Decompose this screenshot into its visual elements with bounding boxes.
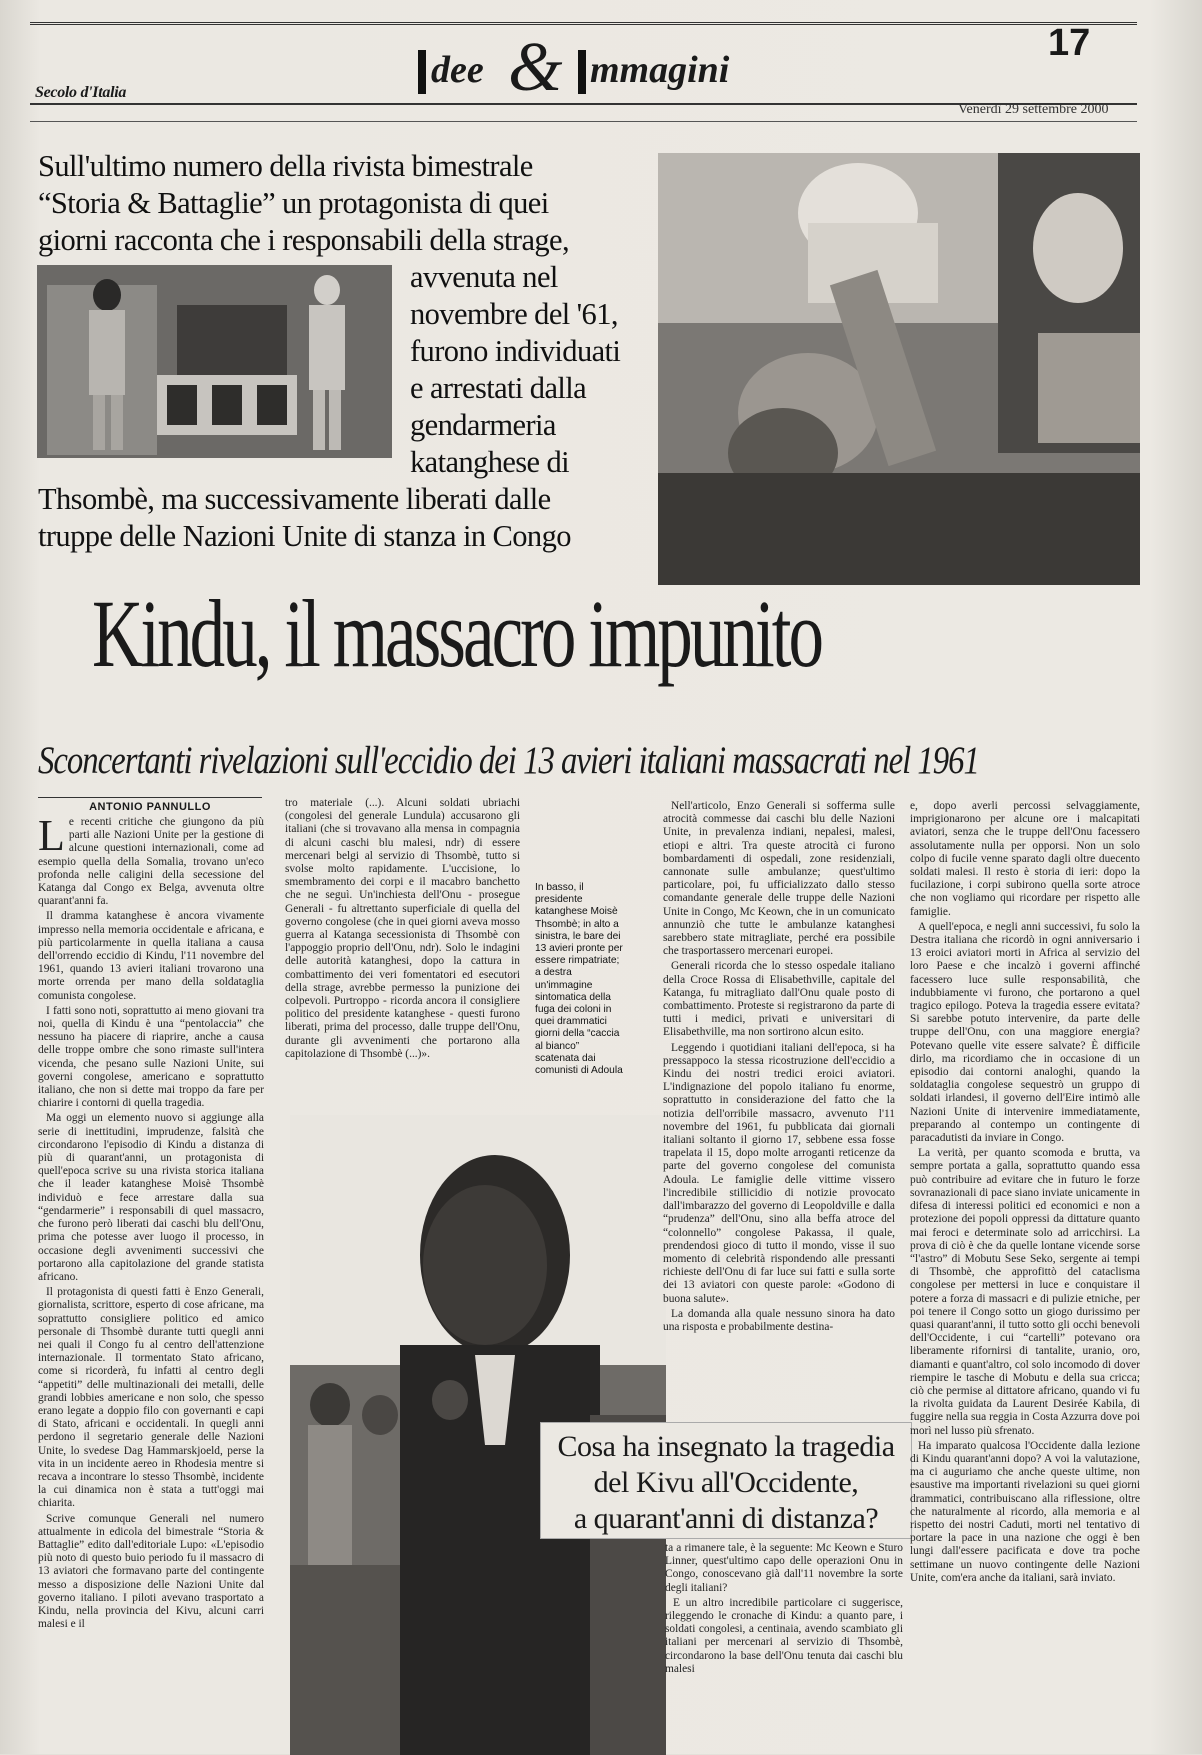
caption-line: al bianco” bbox=[535, 1040, 580, 1052]
photo-coffins bbox=[37, 265, 392, 458]
issue-date: Venerdì 29 settembre 2000 bbox=[958, 102, 1109, 117]
paragraph: Il dramma katanghese è ancora vivamente impresso nella memoria occidentale e africana, e più particolarmente in quella italiana a causa dell'orrendo eccidio di Kindu, l'11 novembre del 1961, quando 13 avieri italiani trovarono una morte orrenda per mano della soldataglia comunista congolese. bbox=[38, 910, 264, 1002]
pull-quote-line: del Kivu all'Occidente, bbox=[593, 1466, 859, 1499]
paragraph: Ha imparato qualcosa l'Occidente dalla lezione di Kindu quarant'anni dopo? A voi la valutazione, ma ci auguriamo che anche queste ultime, non esaustive ma importanti rivelazioni su quei giorni drammatici, contribuiscano alla riflessione, oltre che naturalmente al ricordo, alla memoria e al rispetto dei nostri Caduti, morti nel tentativo di portare la pace in una nazione che oggi è ben lungi dall'essere pacificata e dove tra poche settimane un nuovo contingente delle Nazioni Unite, com'era anche da italiani, sarà inviato. bbox=[910, 1439, 1140, 1584]
paragraph: tro materiale (...). Alcuni soldati ubriachi (congolesi del generale Lundula) accusarono gli italiani (che si trovavano alla mensa in compagnia di alcuni caschi blu malesi, ndr) di essere mercenari belgi al servizio di Thsombè, tutto si svolse molto rapidamente. L'uccisione, lo smembramento dei corpi e il macabro banchetto che ne seguì. Un'inchiesta dell'Onu - prosegue Generali - fu altrettanto superficiale di quella del governo congolese (che in quei giorni aveva mosso guerra al Katanga secessionista di Thsombè con l'appoggio proprio dell'Onu, ndr). Solo le indagini delle autorità katanghesi, dopo la cattura in combattimento dei veri fomentatori ed esecutori della strage, avrebbe permesso la punizione dei colpevoli. Purtroppo - ricorda ancora il consigliere politico del presidente katanghese - questi furono liberati, prima del processo, dalle truppe dell'Onu, durante gli avvenimenti che portarono alla capitolazione di Thsombè (...)». bbox=[285, 797, 520, 1060]
section-word-1: dee bbox=[431, 49, 484, 91]
paragraph: ta a rimanere tale, è la seguente: Mc Keown e Sturo Linner, quest'ultimo capo delle operazioni Onu in Congo, conoscevano già dall'11 novembre la sorte degli italiani? bbox=[665, 1542, 903, 1594]
photo-caption bbox=[535, 882, 645, 1108]
deck-line: furono individuati bbox=[410, 334, 621, 368]
byline: ANTONIO PANNULLO bbox=[38, 797, 262, 813]
paragraph: Leggendo i quotidiani italiani dell'epoca, si ha pressappoco la stessa ricostruzione dell'eccidio a Kindu dei nostri tredici eroici aviatori. L'indignazione del popolo italiano fu enorme, soprattutto in considerazione del fatto che la notizia dell'orribile massacro, avvenuto l'11 novembre del 1961, fu pubblicata dai giornali italiani soltanto il giorno 17, sebbene essa fosse trapelata il 15, dopo molte arroganti reticenze da parte del governo congolese del comunista Adoula. Le famiglie delle vittime vissero l'incredibile stillicidio di notizie provocato dall'imbarazzo del governo di Leopoldville e dalla “prudenza” dell'Onu, sino alla beffa atroce del “colonnello” congolese Pakassa, il quale, prendendosi gioco di tutto il mondo, visse il suo momento di celebrità rispondendo alle pressanti richieste dell'Onu di far luce sui fatti e sulla sorte dei 13 aviatori con queste parole: «Godono di buona salute». bbox=[663, 1041, 895, 1305]
deck-line: Thsombè, ma successivamente liberati dalle bbox=[38, 482, 551, 516]
deck-line: avvenuta nel bbox=[410, 260, 558, 294]
caption-line: essere rimpatriate; bbox=[535, 955, 620, 967]
section-bar-i-2 bbox=[578, 50, 586, 94]
caption-line: sinistra, le bare dei bbox=[535, 930, 621, 942]
article-column-1 bbox=[38, 816, 264, 1748]
caption-line: fuga dei coloni in bbox=[535, 1004, 612, 1016]
pull-quote-line: Cosa ha insegnato la tragedia bbox=[557, 1430, 895, 1463]
caption-line: scatenata dai bbox=[535, 1052, 596, 1064]
section-bar-i bbox=[418, 50, 426, 94]
paragraph: Generali ricorda che lo stesso ospedale italiano della Croce Rossa di Elisabethville, capitale del Katanga, fu mitragliato dall'Onu quale posto di combattimento. Proteste si registrarono da parte di tutti i medici, privati e universitari di Elisabethville, ma non sortirono alcun esito. bbox=[663, 960, 895, 1039]
photo-evacuation bbox=[658, 153, 1140, 585]
section-word-2: mmagini bbox=[590, 49, 730, 91]
caption-line: giorni della “caccia bbox=[535, 1028, 620, 1040]
top-rule bbox=[30, 22, 1137, 25]
deck-line: e arrestati dalla bbox=[410, 371, 587, 405]
paragraph: Ma oggi un elemento nuovo si aggiunge alla serie di inettitudini, imprudenze, falsità che circondarono l'episodio di Kindu a distanza di più di quarant'anni, un protagonista di quell'epoca scrive su una rivista storica italiana che il leader katanghese Moisè Thsombè individuò e fece arrestare dalla sua “gendarmerie” i responsabili di quel massacro, che furono però liberati dai caschi blu dell'Onu, prima che potesse aver luogo il processo, in occasione degli avvenimenti successivi che portarono alla capitolazione del grande statista africano. bbox=[38, 1112, 264, 1283]
caption-line: un'immagine bbox=[535, 979, 593, 991]
paragraph: Scrive comunque Generali nel numero attualmente in edicola del bimestrale “Storia & Battaglie” edito dall'editoriale Lupo: «L'episodio più noto di questo buio periodo fu il massacro di 13 aviatori che formavano parte del contingente messo a disposizione delle Nazioni Unite dal governo italiano. I piloti avevano trasportato a Kindu, nella provincia del Kivu, alcuni carri malesi e il bbox=[38, 1512, 264, 1631]
caption-line: In basso, il bbox=[535, 882, 584, 893]
deck-line: Sull'ultimo numero della rivista bimestrale bbox=[38, 149, 533, 183]
article-column-3 bbox=[663, 800, 895, 1450]
article-column-2 bbox=[285, 797, 520, 1097]
paragraph: e, dopo averli percossi selvaggiamente, imprigionarono per alcune ore i malcapitati aviatori, senza che le truppe dell'Onu facessero assolutamente nulla per opporsi. Non un solo colpo di fucile venne sparato dagli oltre duecento soldati malesi. Il resto è storia di ieri: dopo la fucilazione, i corpi subirono quella sorte atroce che non vogliamo qui ricordare per rispetto alle famiglie. bbox=[910, 800, 1140, 918]
paragraph: A quell'epoca, e negli anni successivi, fu solo la Destra italiana che ricordò in ogni anniversario i 13 eroici aviatori morti in Africa al servizio del loro Paese e che incalzò i governi affinché facessero luce sulle responsabilità, che indubbiamente vi furono, che portarono a quel tragico epilogo. Poteva la tragedia essere evitata? Si sarebbe potuto intervenire, da parte delle truppe dell'Onu, con una maggiore energia? Potevano quelle vite essere salvate? È difficile dirlo, ma ricordiamo che in occasione di un episodio dai contorni analoghi, quando la soldataglia congolese sequestrò un gruppo di soldati irlandesi, il governo dell'Eire intimò alle Nazioni Unite di intervenire immediatamente, preparando al contempo un contingente di paracadutisti da inviare in Congo. bbox=[910, 920, 1140, 1145]
paragraph: La verità, per quanto scomoda e brutta, va sempre portata a galla, soprattutto quando essa può contribuire ad evitare che in futuro le forze sovranazionali di pace siano inviate unicamente in difesa di interessi politici ed economici e non a protezione dei popoli oppressi da dittature quanto mai feroci e determinate solo ad arricchirsi. La prova di ciò è che da quelle lontane vicende sorse “l'astro” di Mobutu Sese Seko, sergente ai tempi di Thsombè, che approfittò del cataclisma congolese per mettersi in luce e conquistare il potere a forza di massacri e di pulizie etniche, per poi tenere il Congo sotto un giogo durissimo per quasi quarant'anni, il tutto sotto gli occhi benevoli dell'Occidente, i cui “cartelli” potevano ora liberamente rifornirsi di tantalite, uranio, oro, diamanti e quant'altro, col solo incomodo di dover riempire le tasche di Mobutu e della sua cricca; ciò che permise al dittatore africano, quando vi fu la rivolta guidata da Laurent Desirée Kabila, di fuggire nella sua reggia in Costa Azzurra dove poi morì nel lusso più sfrenato. bbox=[910, 1147, 1140, 1437]
caption-line: presidente bbox=[535, 894, 583, 906]
paragraph: I fatti sono noti, soprattutto ai meno giovani tra noi, quella di Kindu è una “pentolaccia” che nessuno ha piacere di riaprire, anche a causa delle troppe ombre che sono rimaste sull'intera vicenda, che pesano sulle Nazioni Unite, sui governi congolese, americano e soprattutto italiano, che non si dette mai troppo da fare per chiarire i contorni di quella tragedia. bbox=[38, 1004, 264, 1110]
caption-line: a destra bbox=[535, 967, 572, 979]
caption-line: katanghese Moisè bbox=[535, 906, 618, 918]
paragraph: E un altro incredibile particolare ci suggerisce, rileggendo le cronache di Kindu: a quanto pare, i soldati congolesi, a centinaia, avendo scambiato gli italiani per mercenari al servizio di Thsombè, circondarono la base dell'Onu tenuta dai caschi blu malesi bbox=[665, 1596, 903, 1675]
caption-line: quei drammatici bbox=[535, 1016, 607, 1028]
photo-coffins-art bbox=[37, 265, 392, 458]
deck-line: truppe delle Nazioni Unite di stanza in Congo bbox=[38, 519, 571, 553]
paragraph: e recenti critiche che giungono da più parti alle Nazioni Unite per la gestione di alcune questioni internazionali, come ad esempio quella della Somalia, trovano un'eco profonda nelle caligini della secessione del Katanga dal Congo ex Belga, avvenuta oltre quarant'anni fa. bbox=[38, 816, 264, 908]
deck-line: giorni racconta che i responsabili della strage, bbox=[38, 223, 569, 257]
subheadline: Sconcertanti rivelazioni sull'eccidio dei 13 avieri italiani massacrati nel 1961 bbox=[38, 739, 979, 782]
paragraph: La domanda alla quale nessuno sinora ha dato una risposta e probabilmente destina- bbox=[663, 1307, 895, 1333]
caption-line: 13 avieri pronte per bbox=[535, 943, 623, 955]
section-title bbox=[418, 29, 758, 106]
page-number: 17 bbox=[1048, 22, 1091, 64]
masthead-rule-lower bbox=[30, 121, 1137, 122]
caption-line: Thsombè; in alto a bbox=[535, 918, 619, 930]
deck-line: katanghese di bbox=[410, 445, 570, 479]
pull-quote-line: a quarant'anni di distanza? bbox=[573, 1502, 879, 1535]
caption-line: comunisti di Adoula bbox=[535, 1065, 623, 1077]
section-ampersand: & bbox=[508, 29, 563, 106]
paragraph: Nell'articolo, Enzo Generali si sofferma sulle atrocità commesse dai caschi blu delle Nazioni Unite, in prevalenza indiani, nepalesi, malesi, etiopi e altri. Tra queste atrocità ci furono bombardamenti di ospedali, zone residenziali, cannonate sulle ambulanze; quest'ultimo particolare, poi, fu ufficializzato dallo stesso comandante generale delle truppe delle Nazioni Unite in Congo, Mc Keown, che in un comunicato annunziò che tutte le ambulanze katanghesi sarebbero state mitragliate, perché era possibile che trasportassero mercenari europei. bbox=[663, 800, 895, 958]
article-column-3-continued bbox=[665, 1542, 903, 1748]
caption-line: sintomatica della bbox=[535, 991, 611, 1003]
deck-line: novembre del '61, bbox=[410, 297, 618, 331]
deck-line: gendarmeria bbox=[410, 408, 556, 442]
headline: Kindu, il massacro impunito bbox=[92, 580, 822, 687]
newspaper-brand: Secolo d'Italia bbox=[35, 84, 127, 101]
deck-line: “Storia & Battaglie” un protagonista di quei bbox=[38, 186, 549, 220]
photo-evacuation-art bbox=[658, 153, 1140, 585]
drop-cap: L bbox=[38, 816, 65, 860]
pull-quote bbox=[540, 1422, 912, 1539]
article-column-4 bbox=[910, 800, 1140, 1748]
paragraph: Il protagonista di questi fatti è Enzo Generali, giornalista, scrittore, esperto di cose africane, ma soprattutto consigliere politico ed amico personale di Thsombè durante tutti quegli anni nei quali il Congo fu al centro dell'attenzione internazionale. Il tormentato Stato africano, come si ricorderà, fu infatti al centro degli “appetiti” delle multinazionali dei metalli, delle grandi lobbies americane e non solo, che spesso erano legate a doppio filo con governanti e capi di Stato, africani e occidentali. In quegli anni perdono il segretario generale delle Nazioni Unite, lo svedese Dag Hammarskjoeld, perse la vita in un incidente aereo in Rhodesia mentre si recava a incontrare lo stesso Thsombè, incidente la cui dinamica non è stata a tutt'oggi mai chiarita. bbox=[38, 1286, 264, 1510]
